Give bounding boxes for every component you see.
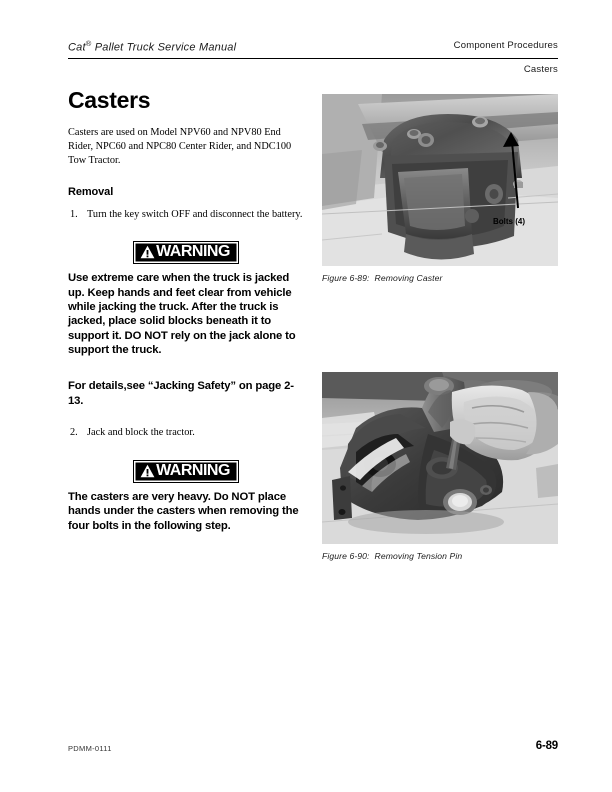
figure-6-89-caption xyxy=(322,273,558,283)
step-number: 1. xyxy=(70,208,78,220)
warning-triangle-icon xyxy=(140,245,155,259)
warning-banner-box xyxy=(133,460,239,483)
warning-text-1: Use extreme care when the truck is jacked up. Keep hands and feet clear from vehicle while jacking the truck. After the truck is jacked, place solid blocks beneath it to support it. DO NOT rely on the jack alone to support the truck. xyxy=(68,272,296,357)
registered-trademark-icon: ® xyxy=(85,39,92,48)
procedure-step-list-2 xyxy=(68,426,304,440)
intro-paragraph: Casters are used on Model NPV60 and NPV80 End Rider, NPC60 and NPC80 Center Rider, and NDC100 Tow Tractor. xyxy=(68,127,292,166)
header-manual-title-cat: Cat xyxy=(68,41,86,54)
warning-text-2: The casters are very heavy. Do NOT place hands under the casters when removing the four bolts in the following step. xyxy=(68,490,299,532)
figure-6-90-caption-number: Figure 6-90: xyxy=(322,551,370,561)
figure-6-89-photo xyxy=(322,94,558,266)
warning-banner-1 xyxy=(68,241,304,264)
header-subtitle: Casters xyxy=(523,64,558,75)
section-heading-removal: Removal xyxy=(68,185,114,198)
procedure-step-list-1 xyxy=(68,208,304,222)
footer-page-number: 6-89 xyxy=(535,740,558,752)
warning-banner-2 xyxy=(68,460,304,483)
page-title: Casters xyxy=(68,87,151,113)
reference-note: For details,see “Jacking Safety” on page 2-13. xyxy=(68,380,294,407)
figure-6-89-caption-text: Removing Caster xyxy=(374,273,443,283)
step-number: 2. xyxy=(70,427,78,439)
header-manual-title xyxy=(68,39,236,54)
header-manual-title-rest: Pallet Truck Service Manual xyxy=(91,41,237,54)
step-text: Turn the key switch OFF and disconnect the battery. xyxy=(87,208,303,220)
warning-triangle-icon xyxy=(140,464,155,478)
list-item xyxy=(68,426,304,440)
figure-6-89-caption-number: Figure 6-89: xyxy=(322,273,370,283)
warning-label: WARNING xyxy=(156,461,230,479)
header-rule xyxy=(68,58,558,59)
figure-6-90 xyxy=(322,372,558,561)
figure-6-89 xyxy=(322,94,558,283)
header-section-title: Component Procedures xyxy=(453,40,558,51)
figure-6-90-caption xyxy=(322,551,558,561)
warning-label: WARNING xyxy=(156,243,230,261)
main-text-column xyxy=(68,88,304,533)
list-item xyxy=(68,208,304,222)
figure-6-90-photo xyxy=(322,372,558,544)
warning-banner-box xyxy=(133,241,239,264)
figure-6-89-callout-bolts: Bolts (4) xyxy=(493,217,525,226)
figure-6-90-caption-text: Removing Tension Pin xyxy=(374,551,463,561)
footer-document-number: PDMM-0111 xyxy=(68,744,112,753)
step-text: Jack and block the tractor. xyxy=(87,427,195,439)
